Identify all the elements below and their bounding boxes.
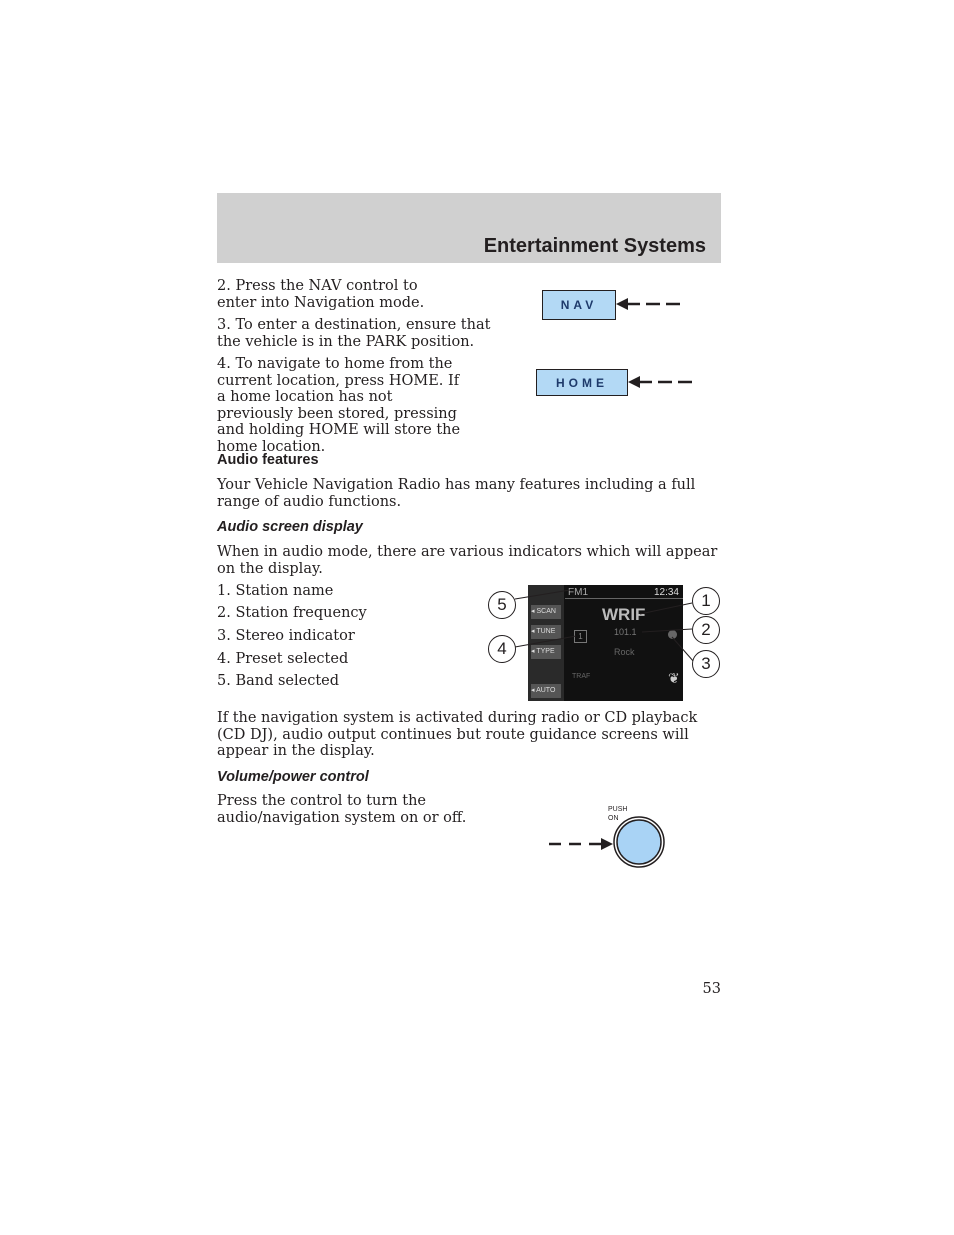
navigation-note: If the navigation system is activated during radio or CD playback (CD DJ), audio output continues but route guidance screens will appear in the display. — [217, 710, 698, 759]
indicator-item-3: 3. Stereo indicator — [217, 628, 355, 644]
tune-softkey[interactable]: ◂ TUNE — [531, 625, 561, 639]
callout-3: 3 — [692, 650, 720, 678]
volume-heading: Volume/power control — [217, 769, 369, 785]
station-name: WRIF — [602, 605, 646, 624]
indicator-item-1: 1. Station name — [217, 583, 334, 599]
push-label: PUSH — [608, 806, 628, 813]
home-button[interactable]: HOME — [536, 369, 628, 396]
section-title: Entertainment Systems — [483, 235, 706, 257]
volume-knob-illustration — [545, 813, 670, 873]
leaf-icon: ❦ — [668, 671, 680, 687]
audio-screen-heading: Audio screen display — [217, 519, 363, 535]
audio-features-body: Your Vehicle Navigation Radio has many features including a full range of audio functions. — [217, 477, 696, 510]
traffic-label: TRAF — [572, 673, 591, 680]
audio-screen-intro: When in audio mode, there are various indicators which will appear on the display. — [217, 544, 718, 577]
callout-4: 4 — [488, 635, 516, 663]
callout-1: 1 — [692, 587, 720, 615]
callout-5: 5 — [488, 591, 516, 619]
genre-label: Rock — [614, 647, 635, 657]
callout-2: 2 — [692, 616, 720, 644]
page-number: 53 — [702, 981, 721, 997]
step-4-text: 4. To navigate to home from the current location, press HOME. If a home location has not previously been stored, pressing and holding HOME will store the home location. — [217, 356, 461, 455]
indicator-item-2: 2. Station frequency — [217, 605, 367, 621]
band-indicator: FM1 — [568, 587, 588, 598]
step-3-text: 3. To enter a destination, ensure that the vehicle is in the PARK position. — [217, 317, 491, 350]
nav-button[interactable]: NAV — [542, 290, 616, 320]
audio-features-heading: Audio features — [217, 452, 319, 468]
scan-softkey[interactable]: ◂ SCAN — [531, 605, 561, 619]
clock-readout: 12:34 — [653, 587, 679, 598]
type-softkey[interactable]: ◂ TYPE — [531, 645, 561, 659]
indicator-item-4: 4. Preset selected — [217, 651, 349, 667]
step-2-text: 2. Press the NAV control to enter into Navigation mode. — [217, 278, 425, 311]
preset-indicator: 1 — [574, 630, 587, 643]
on-label: ON — [608, 815, 619, 822]
auto-softkey[interactable]: ◂ AUTO — [531, 684, 561, 698]
station-frequency: 101.1 — [614, 627, 637, 637]
indicator-item-5: 5. Band selected — [217, 673, 340, 689]
volume-knob-icon[interactable] — [617, 820, 661, 864]
volume-body: Press the control to turn the audio/navigation system on or off. — [217, 793, 467, 826]
